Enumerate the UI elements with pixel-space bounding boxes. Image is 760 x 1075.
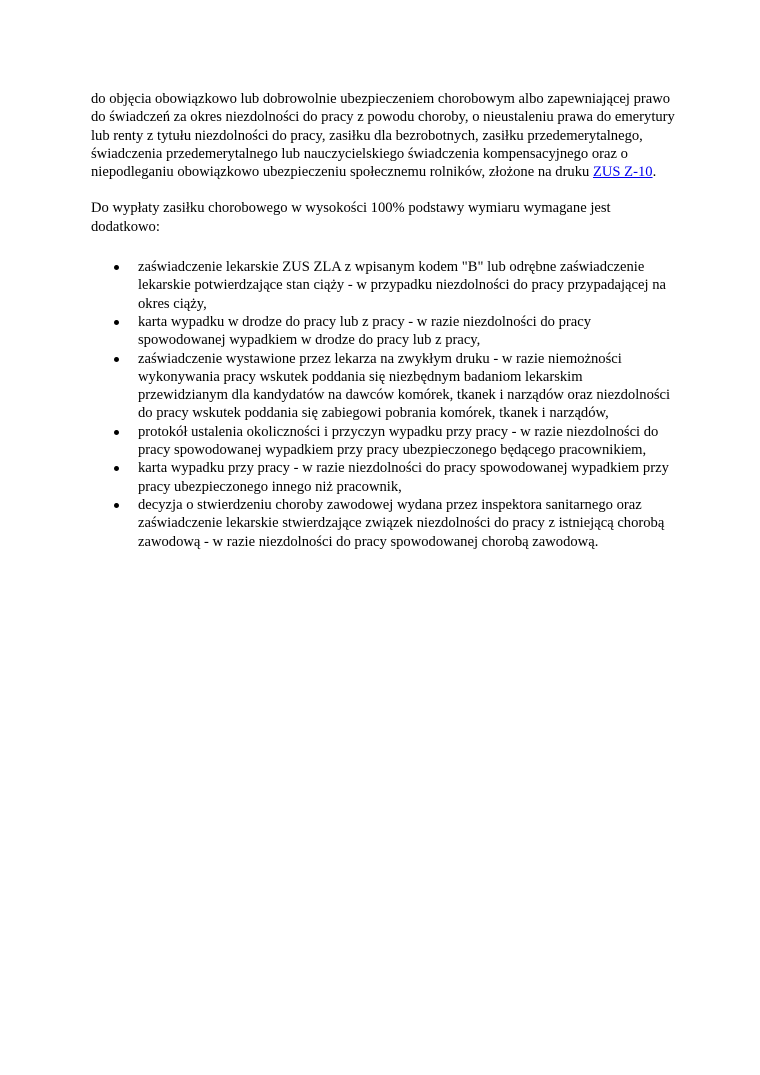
paragraph-text: do objęcia obowiązkowo lub dobrowolnie ubezpieczeniem chorobowym albo zapewniającej prawo do świadczeń za okres niezdolności do pracy z powodu choroby, o nieustaleniu prawa do emerytury lub renty z tytułu niezdolności do pracy, zasiłku dla bezrobotnych, zasiłku przedemerytalnego, świadczenia przedemerytalnego lub nauczycielskiego świadczenia kompensacyjnego oraz o niepodleganiu obowiązkowo ubezpieczeniu społecznemu rolników, złożone na druku <box>91 91 675 181</box>
list-item <box>91 258 676 313</box>
list-item <box>91 496 676 551</box>
paragraph-form-submission <box>91 90 676 181</box>
bullet-icon <box>114 265 119 270</box>
list-item <box>91 350 676 423</box>
list-item <box>91 459 676 496</box>
paragraph-end: . <box>652 164 657 181</box>
list-item-text: decyzja o stwierdzeniu choroby zawodowej wydana przez inspektora sanitarnego oraz zaświadczenie lekarskie stwierdzające związek niezdolności do pracy z istniejącą chorobą zawodową - w razie niezdolności do pracy spowodowanej chorobą zawodową. <box>138 496 665 550</box>
bullet-icon <box>114 466 119 471</box>
bullet-icon <box>114 357 119 362</box>
requirements-list <box>91 258 676 551</box>
bullet-icon <box>114 503 119 508</box>
paragraph-additional-requirements: Do wypłaty zasiłku chorobowego w wysokości 100% podstawy wymiaru wymagane jest dodatkowo: <box>91 200 611 235</box>
list-item <box>91 313 676 350</box>
list-item-text: protokół ustalenia okoliczności i przyczyn wypadku przy pracy - w razie niezdolności do pracy spowodowanej wypadkiem przy pracy ubezpieczonego będącego pracownikiem, <box>138 423 659 459</box>
list-item-text: zaświadczenie lekarskie ZUS ZLA z wpisanym kodem "B" lub odrębne zaświadczenie lekarskie potwierdzające stan ciąży - w przypadku niezdolności do pracy przypadającej na okres ciąży, <box>138 259 666 312</box>
list-item-text: karta wypadku przy pracy - w razie niezdolności do pracy spowodowanej wypadkiem przy pracy ubezpieczonego innego niż pracownik, <box>138 460 669 495</box>
document-page <box>91 90 676 551</box>
bullet-icon <box>114 430 119 435</box>
list-item-text: zaświadczenie wystawione przez lekarza na zwykłym druku - w razie niemożności wykonywania pracy wskutek poddania się niezbędnym badaniom lekarskim przewidzianym dla kandydatów na dawców komórek, tkanek i narządów oraz niezdolności do pracy wskutek poddania się zabiegowi pobrania komórek, tkanek i narządów, <box>138 350 671 422</box>
list-item-text: karta wypadku w drodze do pracy lub z pracy - w razie niezdolności do pracy spowodowanej wypadkiem w drodze do pracy lub z pracy, <box>138 313 592 349</box>
bullet-icon <box>114 320 119 325</box>
list-item <box>91 423 676 460</box>
zus-z10-link[interactable]: ZUS Z-10 <box>592 164 653 181</box>
